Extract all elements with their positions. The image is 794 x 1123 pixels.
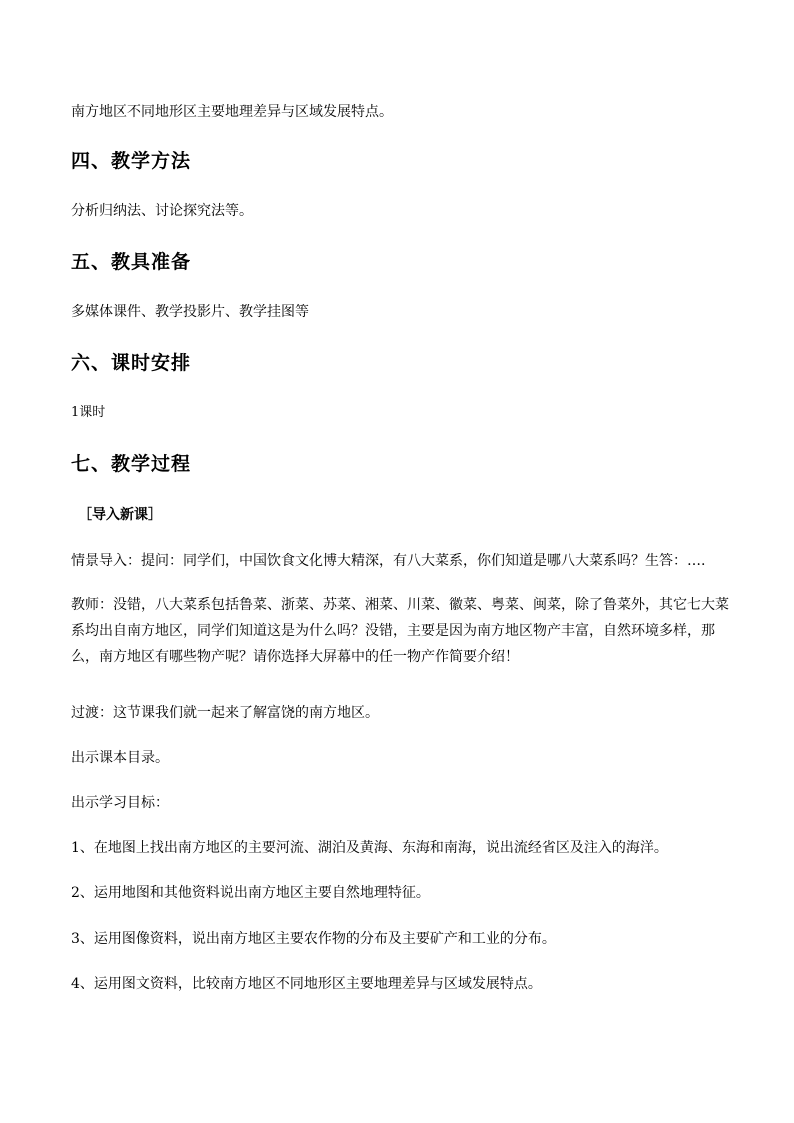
intro-line: 南方地区不同地形区主要地理差异与区域发展特点。: [71, 104, 393, 120]
paragraph-transition: 过渡：这节课我们就一起来了解富饶的南方地区。: [71, 705, 379, 721]
subheading-new-lesson: ［导入新课］: [78, 507, 162, 523]
objective-item-4: 4、运用图文资料，比较南方地区不同地形区主要地理差异与区域发展特点。: [71, 976, 542, 992]
section-heading-methods: 四、教学方法: [71, 150, 192, 172]
section-body-methods: 分析归纳法、讨论探究法等。: [71, 203, 253, 219]
objective-item-2: 2、运用地图和其他资料说出南方地区主要自然地理特征。: [71, 885, 430, 901]
section-heading-tools: 五、教具准备: [71, 251, 192, 273]
section-body-schedule: 1课时: [71, 405, 106, 420]
paragraph-teacher: 教师：没错，八大菜系包括鲁菜、浙菜、苏菜、湘菜、川菜、徽菜、粤菜、闽菜，除了鲁菜外，其它七大菜系均出自南方地区，同学们知道这是为什么吗？没错，主要是因为南方地区物产丰富，自然环境多样，那么，南方地区有哪些物产呢？请你选择大屏幕中的任一物产作简要介绍！: [71, 597, 729, 665]
paragraph-show-contents: 出示课本目录。: [71, 750, 169, 766]
paragraph-scene-intro: 情景导入：提问：同学们，中国饮食文化博大精深，有八大菜系，你们知道是哪八大菜系吗？生答：….: [71, 553, 706, 569]
paragraph-show-objectives: 出示学习目标：: [71, 795, 169, 811]
objective-item-3: 3、运用图像资料，说出南方地区主要农作物的分布及主要矿产和工业的分布。: [71, 931, 556, 947]
objective-item-1: 1、在地图上找出南方地区的主要河流、湖泊及黄海、东海和南海，说出流经省区及注入的海洋。: [71, 840, 668, 856]
section-body-tools: 多媒体课件、教学投影片、教学挂图等: [71, 304, 309, 320]
section-heading-schedule: 六、课时安排: [71, 352, 192, 374]
section-heading-process: 七、教学过程: [71, 453, 192, 475]
